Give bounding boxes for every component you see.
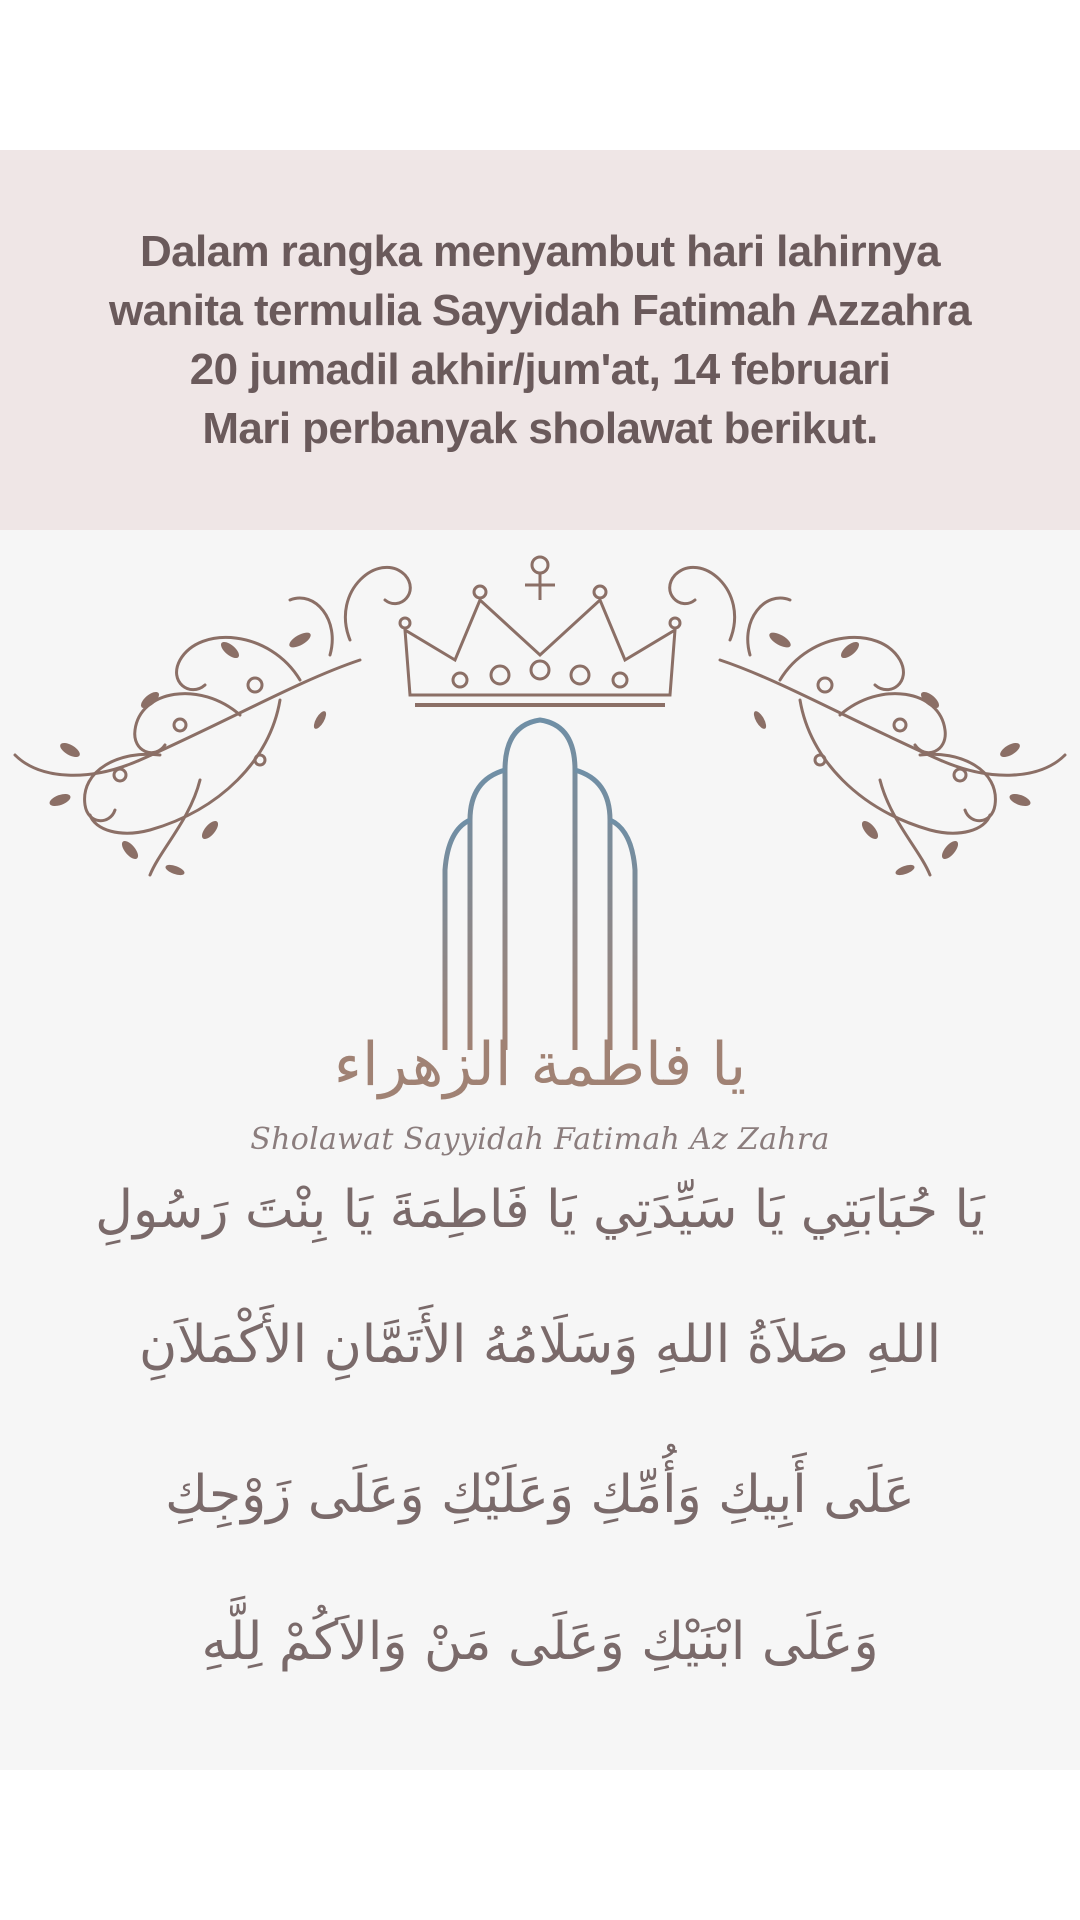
- crown-icon: [400, 557, 680, 705]
- banner-line-1: Dalam rangka menyambut hari lahirnya: [139, 227, 941, 276]
- dome-arch-icon: [445, 720, 635, 1050]
- arabic-line-4: وَعَلَى ابْنَيْكِ وَعَلَى مَنْ وَالاَكُمْ لِلَّهِ: [201, 1612, 879, 1672]
- arabic-line-1: يَا حُبَابَتِي يَا سَيِّدَتِي يَا فَاطِمَةَ يَا بِنْتَ رَسُولِ: [95, 1180, 985, 1240]
- leaf-cluster-right: [752, 630, 1033, 878]
- banner-line-4: Mari perbanyak sholawat berikut.: [202, 404, 878, 453]
- banner-line-3: 20 jumadil akhir/jum'at, 14 februari: [189, 345, 891, 394]
- arabic-line-2: اللهِ صَلاَةُ اللهِ وَسَلَامُهُ الأَتَمَّانِ الأَكْمَلاَنِ: [138, 1315, 942, 1375]
- announcement-banner: [0, 150, 1080, 530]
- sholawat-subtitle: Sholawat Sayyidah Fatimah Az Zahra: [250, 1122, 830, 1157]
- calligraphy-text: يا فاطمة الزهراء: [333, 1030, 747, 1100]
- ornament-illustration: [0, 530, 1080, 1110]
- banner-line-2: wanita termulia Sayyidah Fatimah Azzahra: [109, 286, 971, 335]
- leaf-cluster-left: [48, 630, 329, 878]
- arabic-line-3: عَلَى أَبِيكِ وَأُمِّكِ وَعَلَيْكِ وَعَلَى زَوْجِكِ: [165, 1465, 915, 1525]
